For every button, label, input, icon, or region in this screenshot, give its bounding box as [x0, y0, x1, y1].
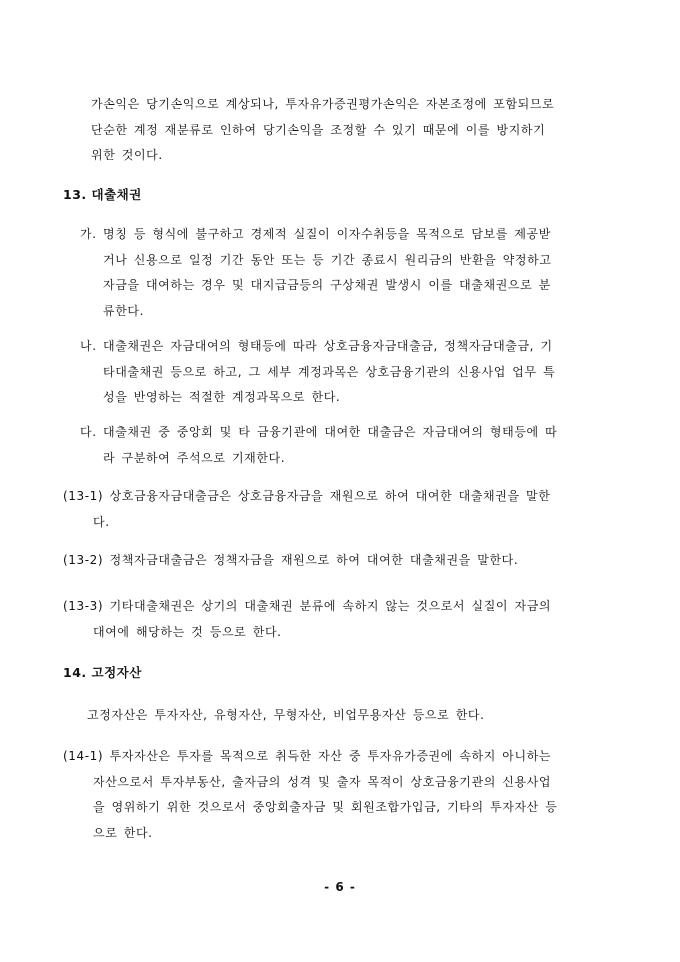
- section-13-2: [63, 548, 518, 574]
- section-14-1: [63, 744, 557, 846]
- text-line: 을 영위하기 위한 것으로서 중앙회출자금 및 회원조합가입금, 기타의 투자자산 등: [93, 800, 558, 814]
- text-line: 으로 한다.: [93, 825, 153, 840]
- text-line: 단순한 계정 재분류로 인하여 당기손익을 조정할 수 있기 때문에 이를 방지하기: [91, 122, 546, 137]
- text-line: 자산으로서 투자부동산, 출자금의 성격 및 출자 목적이 상호금융기관의 신용사업: [93, 774, 552, 789]
- section-14-intro: [87, 703, 485, 729]
- text-line: (14-1) 투자자산은 투자를 목적으로 취득한 자산 중 투자유가증권에 속하지 아니하는: [63, 749, 552, 763]
- text-line: 성을 반영하는 적절한 계정과목으로 한다.: [103, 390, 341, 404]
- text-line: (13-1) 상호금융자금대출금은 상호금융자금을 재원으로 하여 대여한 대출채권을 말한: [63, 489, 551, 503]
- text-line: 고정자산은 투자자산, 유형자산, 무형자산, 비업무용자산 등으로 한다.: [87, 708, 485, 722]
- text-line: 가. 명칭 등 형식에 불구하고 경제적 실질이 이자수취등을 목적으로 담보를 제공받: [80, 227, 551, 241]
- text-line: 위한 것이다.: [91, 148, 163, 162]
- text-line: 대여에 해당하는 것 등으로 한다.: [93, 624, 282, 639]
- text-line: (13-3) 기타대출채권은 상기의 대출채권 분류에 속하지 않는 것으로서 실질이 자금의: [63, 599, 552, 613]
- section-13-1: [63, 484, 550, 535]
- intro-paragraph: [91, 92, 554, 169]
- text-line: 라 구분하여 주석으로 기재한다.: [103, 450, 286, 465]
- text-line: 나. 대출채권은 자금대여의 형태등에 따라 상호금융자금대출금, 정책자금대출금, 기: [80, 339, 553, 353]
- text-line: 류한다.: [103, 303, 144, 318]
- text-line: 타대출채권 등으로 하고, 그 세부 계정과목은 상호금융기관의 신용사업 업무 특: [103, 364, 556, 379]
- section-13-3: [63, 594, 551, 645]
- text-line: 자금을 대여하는 경우 및 대지급금등의 구상채권 발생시 이를 대출채권으로 분: [103, 278, 551, 292]
- text-line: 거나 신용으로 일정 기간 동안 또는 등 기간 종료시 원리금의 반환을 약정하고: [103, 252, 552, 267]
- text-line: 가손익은 당기손익으로 계상되나, 투자유가증권평가손익은 자본조정에 포함되므로: [91, 97, 555, 111]
- text-line: 다. 대출채권 중 중앙회 및 타 금융기관에 대여한 대출금은 자금대여의 형태등에 따: [80, 425, 558, 439]
- page-number: - 6 -: [324, 880, 356, 894]
- section-13-item-na: [80, 334, 555, 411]
- section-13-item-ga: [80, 222, 552, 324]
- section-14-heading: 14. 고정자산: [63, 665, 142, 680]
- section-13-heading: 13. 대출채권: [63, 187, 142, 202]
- text-line: 다.: [93, 514, 110, 529]
- section-13-item-da: [80, 420, 557, 471]
- text-line: (13-2) 정책자금대출금은 정책자금을 재원으로 하여 대여한 대출채권을 말한다.: [63, 553, 519, 567]
